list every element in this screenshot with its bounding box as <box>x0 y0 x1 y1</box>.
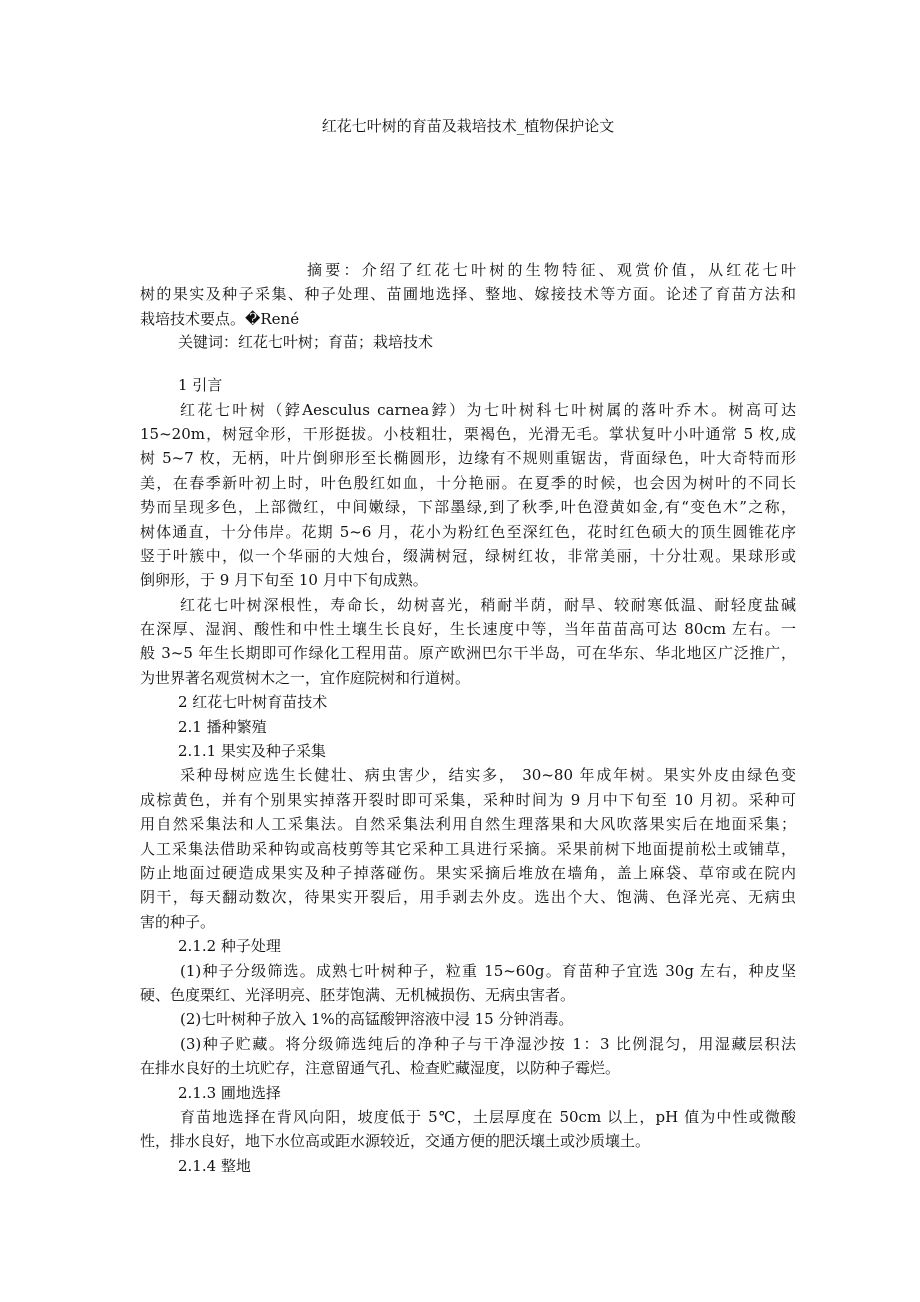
paragraph-line: 性，排水良好，地下水位高或距水源较近，交通方便的肥沃壤土或沙质壤土。 <box>140 1132 651 1151</box>
section-heading: 2.1.4 整地 <box>178 1156 251 1175</box>
sections <box>140 373 796 1178</box>
paragraph-line: (2)七叶树种子放入 1%的高锰酸钾溶液中浸 15 分钟消毒。 <box>180 1010 574 1029</box>
paragraph-line: 采种母树应选生长健壮、病虫害少，结实多， 30~80 年成年树。果实外皮由绿色变 <box>180 766 796 785</box>
section-heading: 2 红花七叶树育苗技术 <box>178 693 328 712</box>
paragraph <box>140 398 796 593</box>
paragraph-line: (3)种子贮藏。将分级筛选纯后的净种子与干净湿沙按 1：3 比例混匀，用湿藏层积法 <box>180 1034 796 1053</box>
paragraph-line: (1)种子分级筛选。成熟七叶树种子，粒重 15~60g。育苗种子宜选 30g 左右，种皮坚 <box>180 961 796 980</box>
paragraph-line: 用自然采集法和人工采集法。自然采集法利用自然生理落果和大风吹落果实后在地面采集； <box>140 815 796 834</box>
paragraph-line: 防止地面过硬造成果实及种子掉落碰伤。果实采摘后堆放在墙角，盖上麻袋、草帘或在院内 <box>140 863 796 882</box>
paragraph-line: 育苗地选择在背风向阳，坡度低于 5℃，土层厚度在 50cm 以上，pH 值为中性或微酸 <box>180 1107 796 1126</box>
paragraph-line: 在深厚、湿润、酸性和中性土壤生长良好，生长速度中等，当年苗苗高可达 80cm 左右。一 <box>140 620 796 639</box>
paragraph-line: 为世界著名观赏树木之一，宜作庭院树和行道树。 <box>140 668 471 687</box>
paragraph <box>140 763 796 934</box>
spacer <box>140 353 796 373</box>
abstract-line: 摘要：介绍了红花七叶树的生物特征、观赏价值，从红花七叶 <box>307 261 796 279</box>
document-title: 红花七叶树的育苗及栽培技术_植物保护论文 <box>321 117 615 135</box>
paragraph-line: 成棕黄色，并有个别果实掉落开裂时即可采集，采种时间为 9 月中下旬至 10 月初。采种可 <box>140 790 796 809</box>
paragraph-line: 般 3~5 年生长期即可作绿化工程用苗。原产欧洲巴尔干半岛，可在华东、华北地区广泛推广， <box>140 644 796 663</box>
paragraph-line: 势而呈现多色，上部微红，中间嫩绿，下部墨绿,到了秋季,叶色澄黄如金,有“变色木”之称， <box>140 498 796 517</box>
paragraph-line: 人工采集法借助采种钩或高枝剪等其它采种工具进行采摘。采果前树下地面提前松土或铺草， <box>140 839 796 858</box>
section-heading: 2.1.1 果实及种子采集 <box>178 742 326 761</box>
paragraph <box>140 1105 796 1154</box>
paragraph-line: 树 5~7 枚，无柄，叶片倒卵形至长椭圆形，边缘有不规则重锯齿，背面绿色，叶大奇特而形 <box>140 449 796 468</box>
paragraph <box>140 593 796 691</box>
paragraph <box>140 1032 796 1081</box>
paragraph-line: 害的种子。 <box>140 912 216 931</box>
document-body <box>140 258 796 1178</box>
paragraph <box>140 959 796 1008</box>
paragraph-line: 红花七叶树深根性，寿命长，幼树喜光，稍耐半荫，耐旱、较耐寒低温、耐轻度盐碱 <box>180 595 796 614</box>
section-heading: 1 引言 <box>178 376 223 395</box>
paragraph-line: 倒卵形，于 9 月下旬至 10 月中下旬成熟。 <box>140 571 428 590</box>
paragraph-line: 15~20m，树冠伞形，干形挺拔。小枝粗壮，栗褐色，光滑无毛。掌状复叶小叶通常 5 枚,成 <box>140 424 796 443</box>
paragraph-line: 红花七叶树（鋍Aesculus carnea鋍）为七叶树科七叶树属的落叶乔木。树高可达 <box>180 400 796 419</box>
paragraph-line: 树体通直，十分伟岸。花期 5~6 月，花小为粉红色至深红色，花时红色硕大的顶生圆锥花序 <box>140 522 796 541</box>
abstract-line: 树的果实及种子采集、种子处理、苗圃地选择、整地、嫁接技术等方面。论述了育苗方法和 <box>140 285 796 304</box>
paragraph-line: 美，在春季新叶初上时，叶色殷红如血，十分艳丽。在夏季的时候，也会因为树叶的不同长 <box>140 473 796 492</box>
paragraph-line: 硬、色度栗红、光泽明亮、胚芽饱满、无机械损伤、无病虫害者。 <box>140 985 576 1004</box>
keywords: 关键词：红花七叶树；育苗；栽培技术 <box>178 333 434 352</box>
paragraph-line: 竖于叶簇中，似一个华丽的大烛台，缀满树冠，绿树红妆，非常美丽，十分壮观。果球形或 <box>140 546 796 565</box>
abstract-line: 栽培技术要点。�René <box>140 309 300 328</box>
section-heading: 2.1 播种繁殖 <box>178 717 267 736</box>
paragraph-line: 在排水良好的土坑贮存，注意留通气孔、检查贮藏湿度，以防种子霉烂。 <box>140 1059 621 1078</box>
section-heading: 2.1.2 种子处理 <box>178 937 281 956</box>
section-heading: 2.1.3 圃地选择 <box>178 1083 281 1102</box>
paragraph-line: 阴干，每天翻动数次，待果实开裂后，用手剥去外皮。选出个大、饱满、色泽光亮、无病虫 <box>140 888 796 907</box>
paragraph <box>140 1007 796 1031</box>
